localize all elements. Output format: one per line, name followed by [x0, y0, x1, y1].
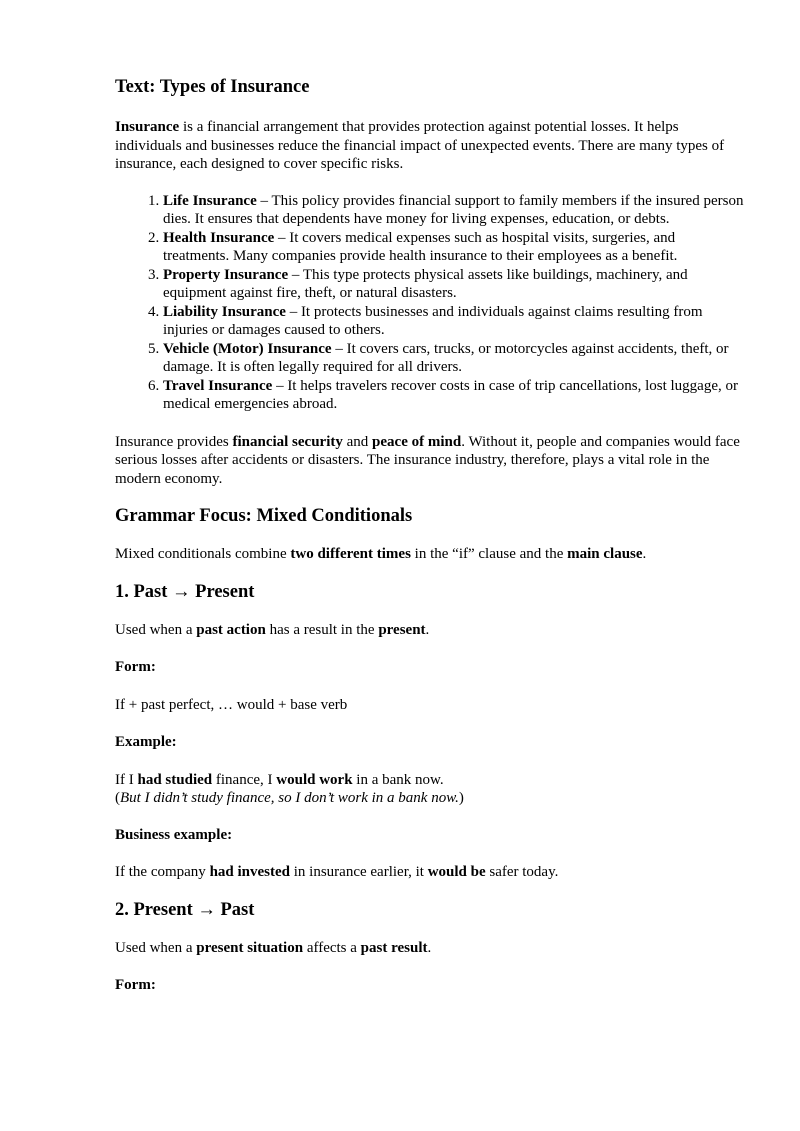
list-item-text: – It protects businesses and individuals against claims resulting from injuries or damages caused to others.: [163, 303, 703, 338]
example-sentence: [115, 771, 745, 790]
closing-text: . Without it, people and companies would face serious losses after accidents or disasters. The insurance industry, therefore, plays a vital role in the modern economy.: [115, 433, 740, 487]
list-item: [163, 266, 745, 303]
example-bold: had studied: [137, 771, 213, 788]
past-present-usage: [115, 621, 745, 640]
usage-bold: past action: [196, 621, 266, 638]
document-page: [115, 76, 745, 995]
list-item-title: Life Insurance: [163, 192, 257, 209]
closing-text: and: [342, 433, 373, 450]
business-bold: would be: [427, 864, 486, 880]
list-item-text: – It covers medical expenses such as hospital visits, surgeries, and treatments. Many companies provide health insurance to their employees as a benefit.: [163, 229, 678, 264]
list-item: [163, 303, 745, 340]
business-text: If the company: [115, 864, 210, 880]
insurance-types-list: [115, 192, 745, 414]
closing-paragraph: [115, 433, 745, 489]
usage-bold: present situation: [196, 939, 304, 956]
example-note: [115, 789, 745, 808]
section-title-grammar-focus: Grammar Focus: Mixed Conditionals: [115, 506, 413, 526]
usage-text: .: [425, 621, 430, 638]
example-text: If I: [115, 771, 138, 788]
section-title-types-of-insurance: Text: Types of Insurance: [115, 77, 310, 97]
list-item-title: Health Insurance: [163, 229, 275, 246]
list-item-title: Property Insurance: [163, 266, 289, 283]
example-note-paren: ): [458, 790, 464, 806]
closing-bold-financial-security: financial security: [232, 433, 343, 450]
grammar-intro-text: .: [642, 546, 647, 562]
list-item-title: Travel Insurance: [163, 377, 273, 394]
subsection-title-past-present: 1. Past → Present: [115, 581, 255, 602]
usage-text: affects a: [303, 939, 361, 956]
list-item: [163, 192, 745, 229]
grammar-intro-bold: two different times: [290, 546, 411, 562]
business-text: safer today.: [485, 864, 559, 880]
usage-text: Used when a: [115, 939, 197, 956]
usage-text: Used when a: [115, 621, 197, 638]
list-item: [163, 377, 745, 414]
grammar-intro-text: in the “if” clause and the: [410, 546, 568, 562]
list-item-text: – It covers cars, trucks, or motorcycles against accidents, theft, or damage. It is often legally required for all drivers.: [163, 340, 729, 375]
usage-bold: past result: [360, 939, 428, 956]
list-item-text: – This type protects physical assets like buildings, machinery, and equipment against fire, theft, or natural disasters.: [163, 266, 688, 301]
business-example-sentence: [115, 863, 745, 882]
usage-bold: present: [378, 621, 426, 638]
form-label: Form:: [115, 977, 156, 993]
example-note-paren: (: [115, 790, 120, 806]
business-bold: had invested: [209, 864, 290, 880]
list-item: [163, 340, 745, 377]
grammar-intro-bold: main clause: [567, 546, 643, 562]
intro-term: Insurance: [115, 119, 180, 135]
example-text: in a bank now.: [352, 771, 444, 788]
usage-text: has a result in the: [265, 621, 379, 638]
list-item-text: – It helps travelers recover costs in case of trip cancellations, lost luggage, or medical emergencies abroad.: [163, 377, 738, 412]
form-label: Form:: [115, 659, 156, 675]
list-item-title: Liability Insurance: [163, 303, 286, 320]
intro-text: is a financial arrangement that provides protection against potential losses. It helps individuals and businesses reduce the financial impact of unexpected events. There are many types of insurance, each designed to cover specific risks.: [115, 119, 725, 172]
example-text: finance, I: [212, 771, 277, 788]
grammar-intro-text: Mixed conditionals combine: [115, 546, 291, 562]
list-item-title: Vehicle (Motor) Insurance: [163, 340, 332, 357]
usage-text: .: [427, 939, 432, 956]
list-item-text: – This policy provides financial support to family members if the insured person dies. It ensures that dependents have money for living expenses, education, or debts.: [163, 192, 744, 227]
subsection-title-present-past: 2. Present → Past: [115, 899, 255, 920]
example-bold: would work: [276, 771, 353, 788]
list-item: [163, 229, 745, 266]
business-example-label: Business example:: [115, 826, 233, 843]
closing-text: Insurance provides: [115, 433, 233, 450]
example-note-text: But I didn’t study finance, so I don’t work in a bank now.: [120, 790, 459, 806]
form-text: If + past perfect, … would + base verb: [115, 696, 348, 713]
business-text: in insurance earlier, it: [290, 864, 428, 880]
closing-bold-peace-of-mind: peace of mind: [372, 433, 462, 450]
grammar-intro: [115, 545, 745, 564]
example-label: Example:: [115, 734, 177, 750]
intro-paragraph: [115, 118, 745, 174]
present-past-usage: [115, 939, 745, 958]
